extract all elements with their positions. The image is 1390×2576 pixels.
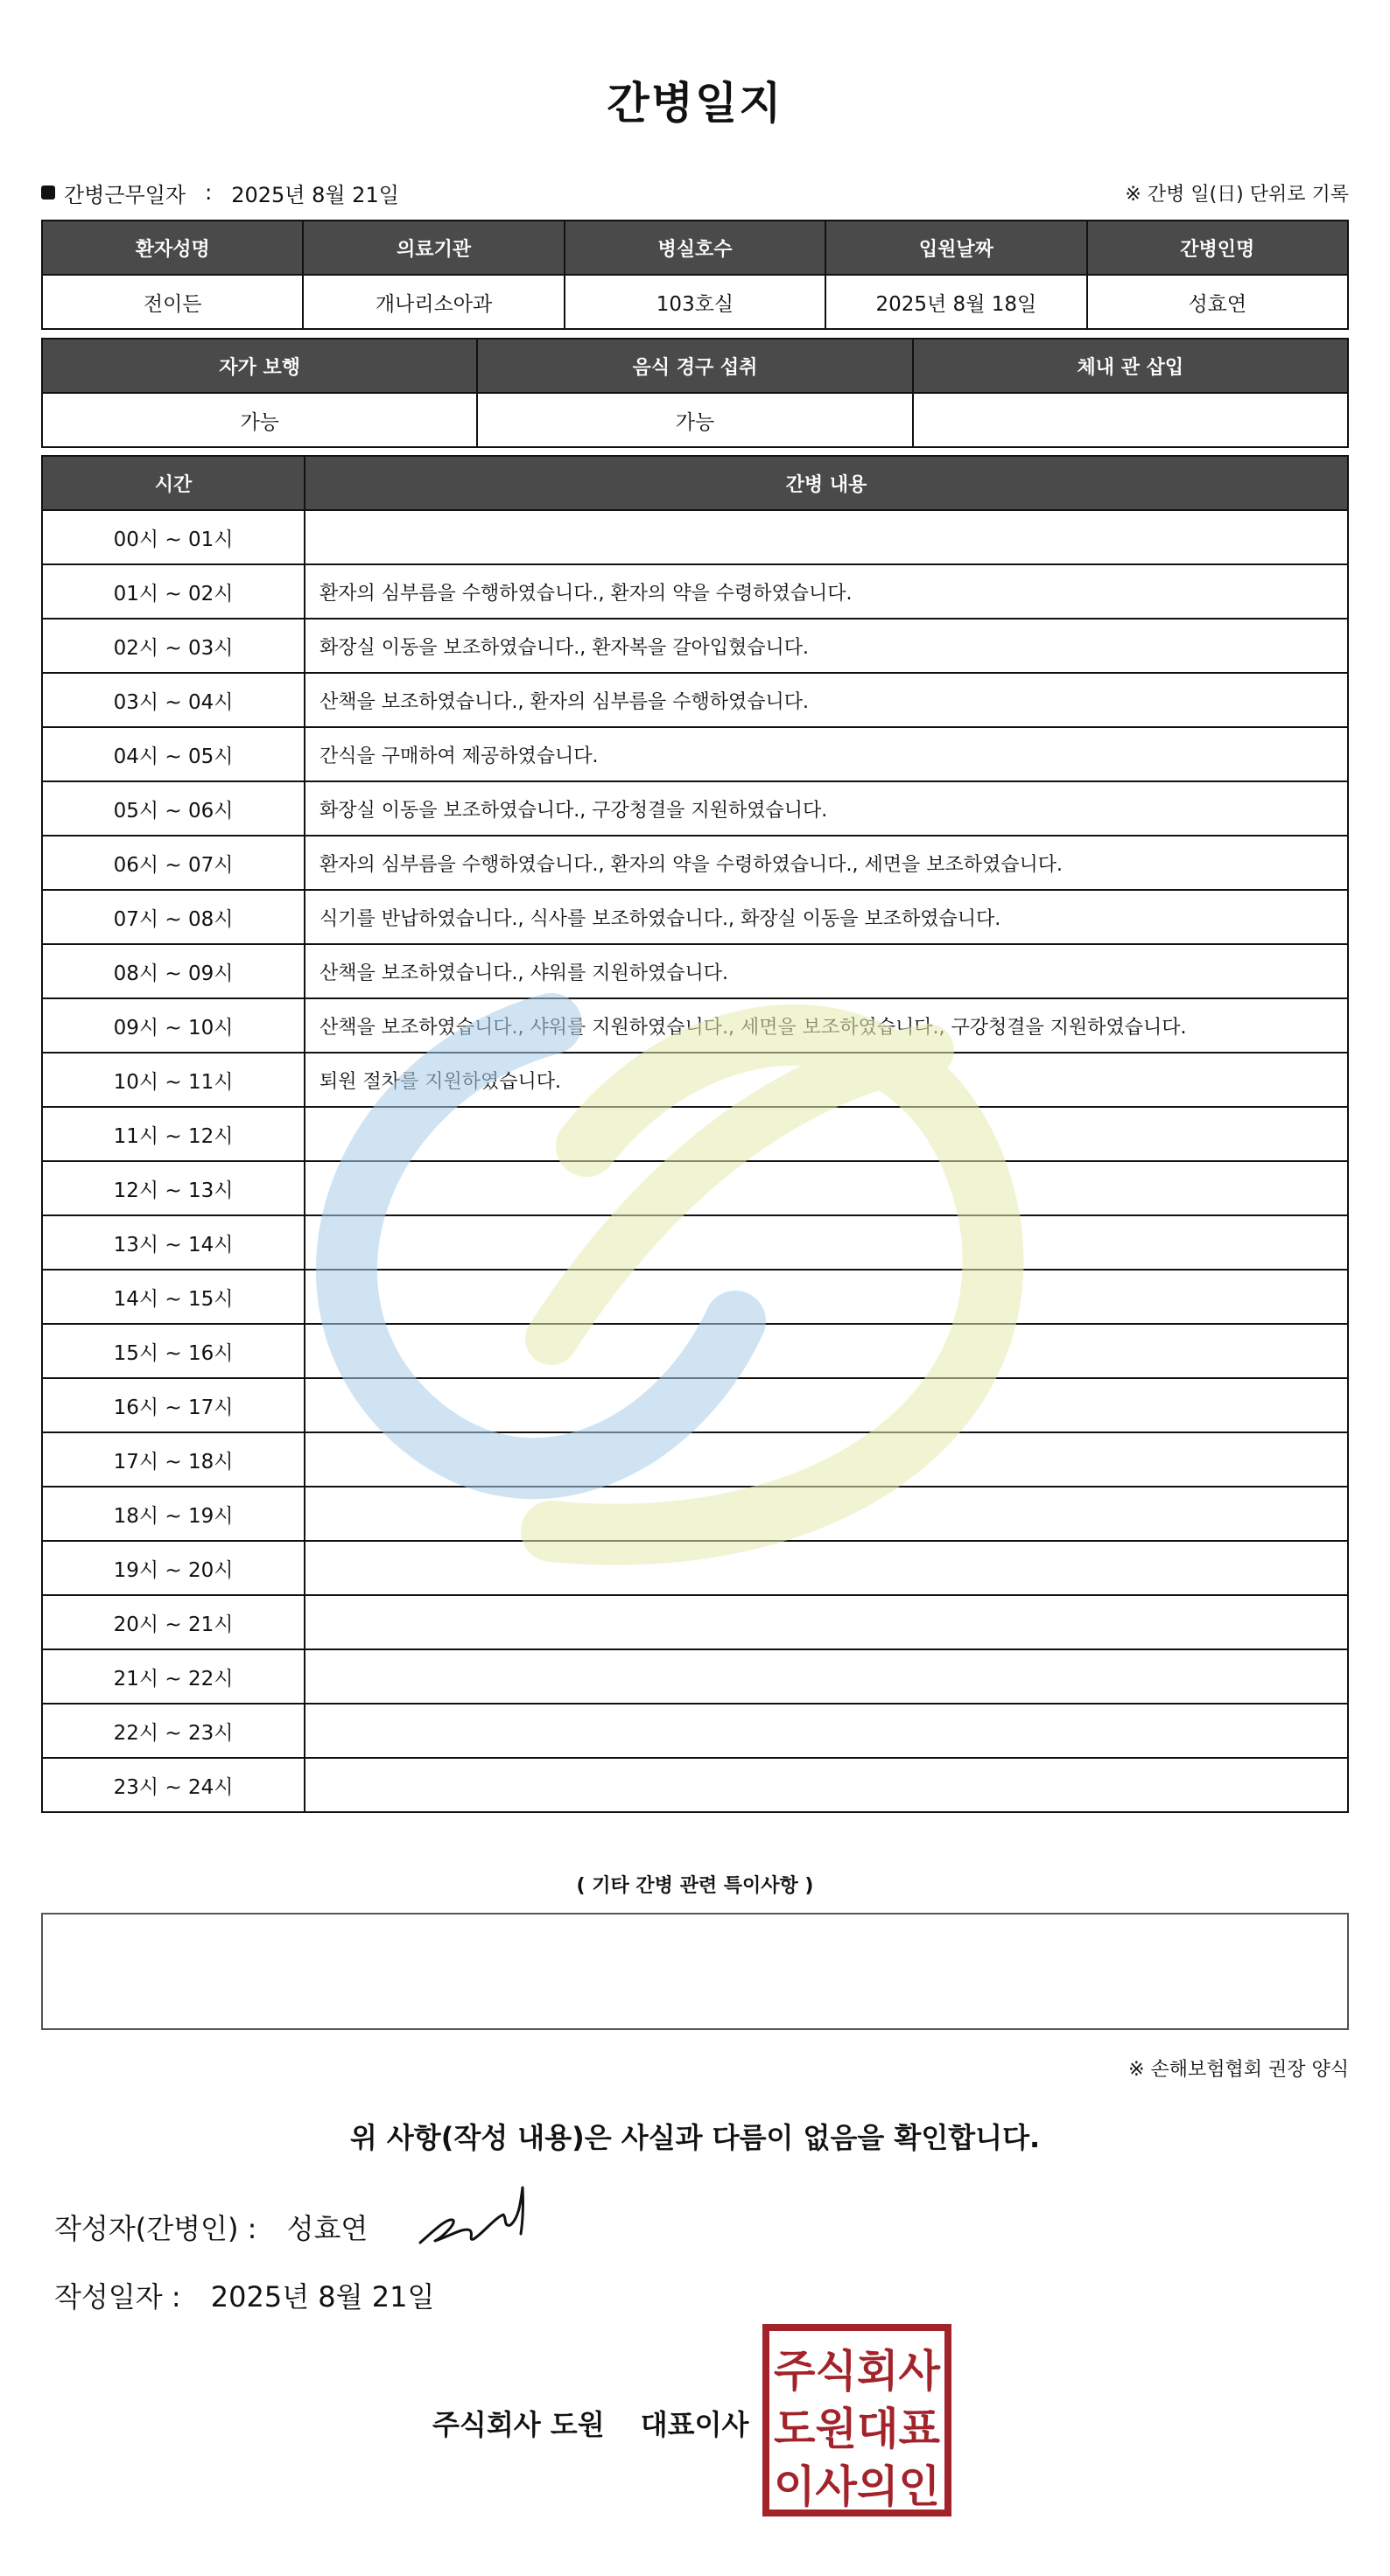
care-log-row: [42, 836, 1348, 890]
care-log-time: 15시 ~ 16시: [42, 1324, 305, 1378]
care-log-row: [42, 1541, 1348, 1595]
written-date-label: 작성일자 :: [54, 2280, 181, 2314]
care-log-content: 간식을 구매하여 제공하였습니다.: [305, 727, 1348, 781]
value-oral-intake: 가능: [477, 393, 912, 447]
care-log-time: 02시 ~ 03시: [42, 619, 305, 673]
care-log-row: [42, 1432, 1348, 1487]
seal-line-2: 도원대표: [774, 2404, 941, 2454]
care-log-content: [305, 1378, 1348, 1432]
value-self-walking: 가능: [42, 393, 477, 447]
care-log-content: 화장실 이동을 보조하였습니다., 환자복을 갈아입혔습니다.: [305, 619, 1348, 673]
care-log-content: [305, 1487, 1348, 1541]
care-log-content: 산책을 보조하였습니다., 샤워를 지원하였습니다., 세면을 보조하였습니다., 구강청결을 지원하였습니다.: [305, 998, 1348, 1053]
care-log-content: 산책을 보조하였습니다., 샤워를 지원하였습니다.: [305, 944, 1348, 998]
patient-info-table: [41, 220, 1349, 330]
care-log-time: 06시 ~ 07시: [42, 836, 305, 890]
care-log-row: [42, 1649, 1348, 1704]
care-log-header-row: [42, 456, 1348, 510]
header-hospital: 의료기관: [303, 220, 564, 275]
writer-label: 작성자(간병인) :: [54, 2212, 257, 2245]
care-log-time: 11시 ~ 12시: [42, 1107, 305, 1161]
care-log-row: [42, 781, 1348, 836]
seal-line-3: 이사의인: [774, 2461, 940, 2512]
care-log-time: 20시 ~ 21시: [42, 1595, 305, 1649]
seal-line-1: 주식회사: [774, 2346, 941, 2397]
value-tube-insertion: [913, 393, 1348, 447]
writer-line: [54, 2207, 368, 2247]
care-log-content: 화장실 이동을 보조하였습니다., 구강청결을 지원하였습니다.: [305, 781, 1348, 836]
care-log-row: [42, 1324, 1348, 1378]
value-patient-name: 전이든: [42, 275, 303, 329]
care-log-content: [305, 510, 1348, 564]
care-log-content: [305, 1758, 1348, 1812]
patient-info-header-row: [42, 220, 1348, 275]
company-seal-stamp: [762, 2323, 952, 2517]
written-date-line: [54, 2275, 434, 2315]
work-date-line: [41, 175, 1349, 210]
care-log-row: [42, 1758, 1348, 1812]
care-log-row: [42, 1595, 1348, 1649]
care-log-content: [305, 1324, 1348, 1378]
care-log-content: [305, 1161, 1348, 1215]
care-log-time: 22시 ~ 23시: [42, 1704, 305, 1758]
company-line: [432, 2403, 748, 2443]
care-log-table: [41, 455, 1349, 1813]
care-log-time: 13시 ~ 14시: [42, 1215, 305, 1270]
status-value-row: [42, 393, 1348, 447]
care-log-row: [42, 1161, 1348, 1215]
care-log-time: 01시 ~ 02시: [42, 564, 305, 619]
patient-info-value-row: [42, 275, 1348, 329]
care-log-time: 14시 ~ 15시: [42, 1270, 305, 1324]
care-log-row: [42, 619, 1348, 673]
representative-title: 대표이사: [640, 2408, 749, 2441]
value-admission-date: 2025년 8월 18일: [825, 275, 1086, 329]
header-time: 시간: [42, 456, 305, 510]
recommend-note: ※ 손해보험협회 권장 양식: [1128, 2059, 1349, 2081]
care-log-row: [42, 1215, 1348, 1270]
work-date-value: 2025년 8월 21일: [231, 182, 399, 207]
care-log-time: 08시 ~ 09시: [42, 944, 305, 998]
written-date-value: 2025년 8월 21일: [210, 2280, 435, 2314]
care-log-content: [305, 1107, 1348, 1161]
work-date-separator: :: [205, 180, 213, 205]
care-log-row: [42, 1378, 1348, 1432]
care-log-time: 12시 ~ 13시: [42, 1161, 305, 1215]
care-log-content: [305, 1704, 1348, 1758]
care-log-row: [42, 727, 1348, 781]
care-log-time: 19시 ~ 20시: [42, 1541, 305, 1595]
care-log-row: [42, 564, 1348, 619]
care-log-row: [42, 673, 1348, 727]
care-log-content: 산책을 보조하였습니다., 환자의 심부름을 수행하였습니다.: [305, 673, 1348, 727]
header-patient-name: 환자성명: [42, 220, 303, 275]
header-oral-intake: 음식 경구 섭취: [477, 339, 912, 393]
header-care-content: 간병 내용: [305, 456, 1348, 510]
header-caregiver: 간병인명: [1087, 220, 1348, 275]
care-log-time: 05시 ~ 06시: [42, 781, 305, 836]
care-log-content: [305, 1432, 1348, 1487]
record-note: ※ 간병 일(日) 단위로 기록: [1125, 183, 1349, 206]
care-log-row: [42, 944, 1348, 998]
care-log-row: [42, 510, 1348, 564]
care-log-time: 18시 ~ 19시: [42, 1487, 305, 1541]
header-admission-date: 입원날짜: [825, 220, 1086, 275]
etc-notes-box: [41, 1913, 1349, 2030]
care-log-content: 퇴원 절차를 지원하였습니다.: [305, 1053, 1348, 1107]
care-log-row: [42, 1704, 1348, 1758]
care-log-row: [42, 1107, 1348, 1161]
care-log-content: [305, 1215, 1348, 1270]
care-log-content: [305, 1595, 1348, 1649]
patient-status-table: [41, 338, 1349, 448]
care-log-row: [42, 1487, 1348, 1541]
care-log-time: 16시 ~ 17시: [42, 1378, 305, 1432]
care-log-row: [42, 890, 1348, 944]
etc-notes-title: ( 기타 간병 관련 특이사항 ): [576, 1875, 814, 1897]
care-log-time: 03시 ~ 04시: [42, 673, 305, 727]
square-bullet-icon: [41, 186, 55, 200]
care-log-time: 07시 ~ 08시: [42, 890, 305, 944]
care-log-content: 환자의 심부름을 수행하였습니다., 환자의 약을 수령하였습니다.: [305, 564, 1348, 619]
value-hospital: 개나리소아과: [303, 275, 564, 329]
care-log-time: 04시 ~ 05시: [42, 727, 305, 781]
care-log-time: 21시 ~ 22시: [42, 1649, 305, 1704]
care-log-time: 17시 ~ 18시: [42, 1432, 305, 1487]
value-caregiver: 성효연: [1087, 275, 1348, 329]
care-log-time: 10시 ~ 11시: [42, 1053, 305, 1107]
company-name: 주식회사 도원: [432, 2408, 605, 2441]
care-log-row: [42, 998, 1348, 1053]
work-date-label: 간병근무일자: [64, 182, 186, 207]
care-log-time: 09시 ~ 10시: [42, 998, 305, 1053]
care-log-content: [305, 1649, 1348, 1704]
care-log-row: [42, 1053, 1348, 1107]
care-log-content: 식기를 반납하였습니다., 식사를 보조하였습니다., 화장실 이동을 보조하였습니다.: [305, 890, 1348, 944]
header-tube-insertion: 체내 관 삽입: [913, 339, 1348, 393]
header-room: 병실호수: [565, 220, 825, 275]
care-log-content: [305, 1541, 1348, 1595]
care-log-content: [305, 1270, 1348, 1324]
writer-name: 성효연: [286, 2212, 369, 2245]
care-log-time: 23시 ~ 24시: [42, 1758, 305, 1812]
signature-image: [416, 2183, 547, 2253]
status-header-row: [42, 339, 1348, 393]
confirm-statement: 위 사항(작성 내용)은 사실과 다름이 없음을 확인합니다.: [349, 2121, 1041, 2154]
document-title: 간병일지: [607, 78, 783, 129]
care-log-content: 환자의 심부름을 수행하였습니다., 환자의 약을 수령하였습니다., 세면을 보조하였습니다.: [305, 836, 1348, 890]
care-log-time: 00시 ~ 01시: [42, 510, 305, 564]
header-self-walking: 자가 보행: [42, 339, 477, 393]
care-log-row: [42, 1270, 1348, 1324]
value-room: 103호실: [565, 275, 825, 329]
